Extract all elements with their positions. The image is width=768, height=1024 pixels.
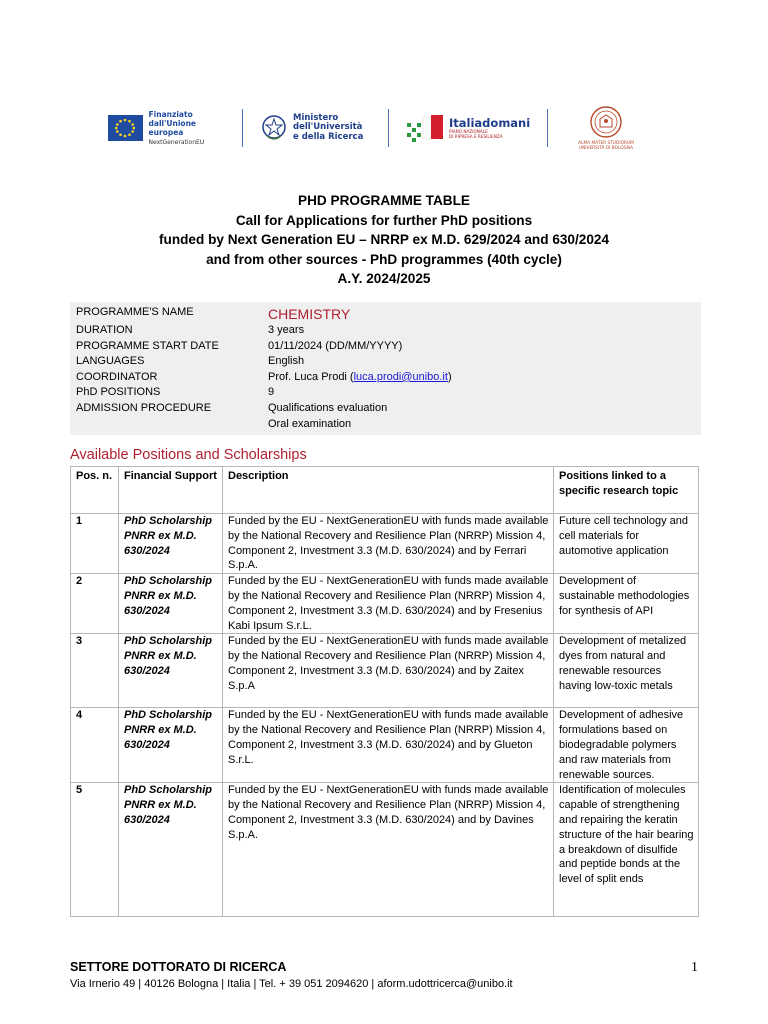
section-title: Available Positions and Scholarships (70, 447, 307, 463)
unibo-logo-line1: ALMA MATER STUDIORUM (578, 141, 634, 146)
italiadomani-sub1: PIANO NAZIONALE (449, 128, 488, 134)
row-financial: PhD Scholarship PNRR ex M.D. 630/2024 (119, 634, 223, 708)
logo-divider (242, 109, 243, 147)
row-description: Funded by the EU - NextGenerationEU with funds made available by the National Recovery and Resilience Plan (NRRP) Mission 4, Component 2, Investment 3.3 (M.D. 630/2024) and by Fresenius Kabi Ipsum S.r.L. (223, 574, 554, 634)
info-row-languages (70, 354, 701, 370)
duration-value: 3 years (268, 324, 305, 336)
logo-divider (547, 109, 548, 147)
italiadomani-sub2: DI RIPRESA E RESILIENZA (449, 133, 503, 139)
programme-name-value: CHEMISTRY (268, 306, 351, 322)
row-financial: PhD Scholarship PNRR ex M.D. 630/2024 (119, 514, 223, 574)
info-row-admission (70, 401, 701, 417)
table-row (71, 574, 699, 634)
table-row (71, 708, 699, 783)
row-topic: Identification of molecules capable of strengthening and repairing the keratin structure of the hair bearing a breakdown of disulfide and peptide bonds at the level of split ends (554, 783, 699, 917)
coordinator-email-link[interactable]: luca.prodi@unibo.it (353, 370, 448, 383)
table-header-row (71, 467, 699, 514)
start-date-value: 01/11/2024 (DD/MM/YYYY) (268, 339, 403, 352)
row-description: Funded by the EU - NextGenerationEU with funds made available by the National Recovery and Resilience Plan (NRRP) Mission 4, Component 2, Investment 3.3 (M.D. 630/2024) and by Davines S.p.A. (223, 783, 554, 917)
title-line-2: Call for Applications for further PhD positions (235, 212, 533, 228)
row-topic: Development of adhesive formulations based on biodegradable polymers and raw materials from renewable sources. (554, 708, 699, 783)
row-pos-number: 5 (71, 783, 119, 917)
admission-label: ADMISSION PROCEDURE (76, 401, 212, 414)
coordinator-label: COORDINATOR (76, 370, 158, 383)
info-row-positions (70, 385, 701, 401)
eu-logo-line2: dall'Unione europea (148, 118, 196, 137)
unibo-logo-line2: UNIVERSITÀ DI BOLOGNA (578, 146, 634, 151)
eu-logo (108, 98, 230, 158)
document-title (70, 191, 698, 289)
admission-value-2: Oral examination (268, 417, 352, 430)
mur-logo (261, 98, 376, 158)
table-row (71, 783, 699, 917)
eu-logo-line3: NextGenerationEU (148, 138, 205, 146)
header-topic: Positions linked to a specific research topic (554, 467, 699, 514)
row-pos-number: 4 (71, 708, 119, 783)
start-date-label: PROGRAMME START DATE (76, 339, 219, 352)
italiadomani-brand: Italiadomani (449, 115, 531, 130)
title-line-3: funded by Next Generation EU – NRRP ex M.D. 629/2024 and 630/2024 (158, 232, 610, 248)
mur-logo-line1: Ministero (293, 112, 339, 123)
coordinator-name: Prof. Luca Prodi ( (268, 370, 354, 383)
header-description: Description (223, 467, 554, 514)
mur-logo-line2: dell'Università (293, 122, 363, 133)
programme-info-table (70, 302, 701, 435)
italiadomani-mark-icon (407, 113, 445, 143)
row-description: Funded by the EU - NextGenerationEU with funds made available by the National Recovery and Resilience Plan (NRRP) Mission 4, Component 2, Investment 3.3 (M.D. 630/2024) and by Glueton S.r.L. (223, 708, 554, 783)
eu-logo-line1: Finanziato (148, 109, 193, 119)
unibo-seal-icon (589, 105, 623, 139)
header-financial: Financial Support (119, 467, 223, 514)
row-topic: Future cell technology and cell materials for automotive application (554, 514, 699, 574)
coordinator-suffix: ) (447, 370, 452, 383)
positions-label: PhD POSITIONS (76, 386, 161, 399)
page-footer (70, 960, 698, 990)
info-row-admission-2 (70, 417, 701, 436)
title-line-5: A.Y. 2024/2025 (337, 271, 431, 287)
row-financial: PhD Scholarship PNRR ex M.D. 630/2024 (119, 574, 223, 634)
positions-table (70, 466, 699, 917)
table-row (71, 514, 699, 574)
table-row (71, 634, 699, 708)
languages-label: LANGUAGES (76, 355, 145, 368)
row-pos-number: 2 (71, 574, 119, 634)
page-number: 1 (691, 960, 698, 975)
coordinator-value (268, 370, 701, 386)
row-pos-number: 3 (71, 634, 119, 708)
row-topic: Development of sustainable methodologies for synthesis of API (554, 574, 699, 634)
info-row-duration (70, 323, 701, 339)
eu-flag-icon (108, 115, 143, 141)
admission-value: Qualifications evaluation (268, 401, 388, 414)
row-financial: PhD Scholarship PNRR ex M.D. 630/2024 (119, 783, 223, 917)
duration-label: DURATION (76, 324, 133, 336)
languages-value: English (268, 355, 305, 368)
unibo-logo (566, 98, 646, 158)
info-row-coordinator (70, 370, 701, 386)
info-row-programme (70, 302, 701, 323)
row-description: Funded by the EU - NextGenerationEU with funds made available by the National Recovery and Resilience Plan (NRRP) Mission 4, Component 2, Investment 3.3 (M.D. 630/2024) and by Zaitex S.p.A (223, 634, 554, 708)
logo-divider (388, 109, 389, 147)
positions-value: 9 (268, 386, 275, 399)
italiadomani-logo (407, 98, 535, 158)
row-description: Funded by the EU - NextGenerationEU with funds made available by the National Recovery and Resilience Plan (NRRP) Mission 4, Component 2, Investment 3.3 (M.D. 630/2024) and by Ferrari S.p.A. (223, 514, 554, 574)
title-line-4: and from other sources - PhD programmes (40th cycle) (206, 251, 562, 267)
footer-title: SETTORE DOTTORATO DI RICERCA (70, 960, 287, 974)
info-row-start-date (70, 339, 701, 355)
italian-emblem-icon (261, 114, 287, 142)
row-financial: PhD Scholarship PNRR ex M.D. 630/2024 (119, 708, 223, 783)
row-topic: Development of metalized dyes from natural and renewable resources having low-toxic metals (554, 634, 699, 708)
header-pos: Pos. n. (71, 467, 119, 514)
mur-logo-line3: e della Ricerca (293, 131, 364, 142)
footer-address: Via Irnerio 49 | 40126 Bologna | Italia | Tel. + 39 051 2094620 | aform.udottricerca@unibo.it (70, 978, 513, 990)
title-line-1: PHD PROGRAMME TABLE (298, 193, 470, 208)
row-pos-number: 1 (71, 514, 119, 574)
programme-name-label: PROGRAMME'S NAME (76, 306, 194, 318)
logo-banner (70, 88, 698, 168)
